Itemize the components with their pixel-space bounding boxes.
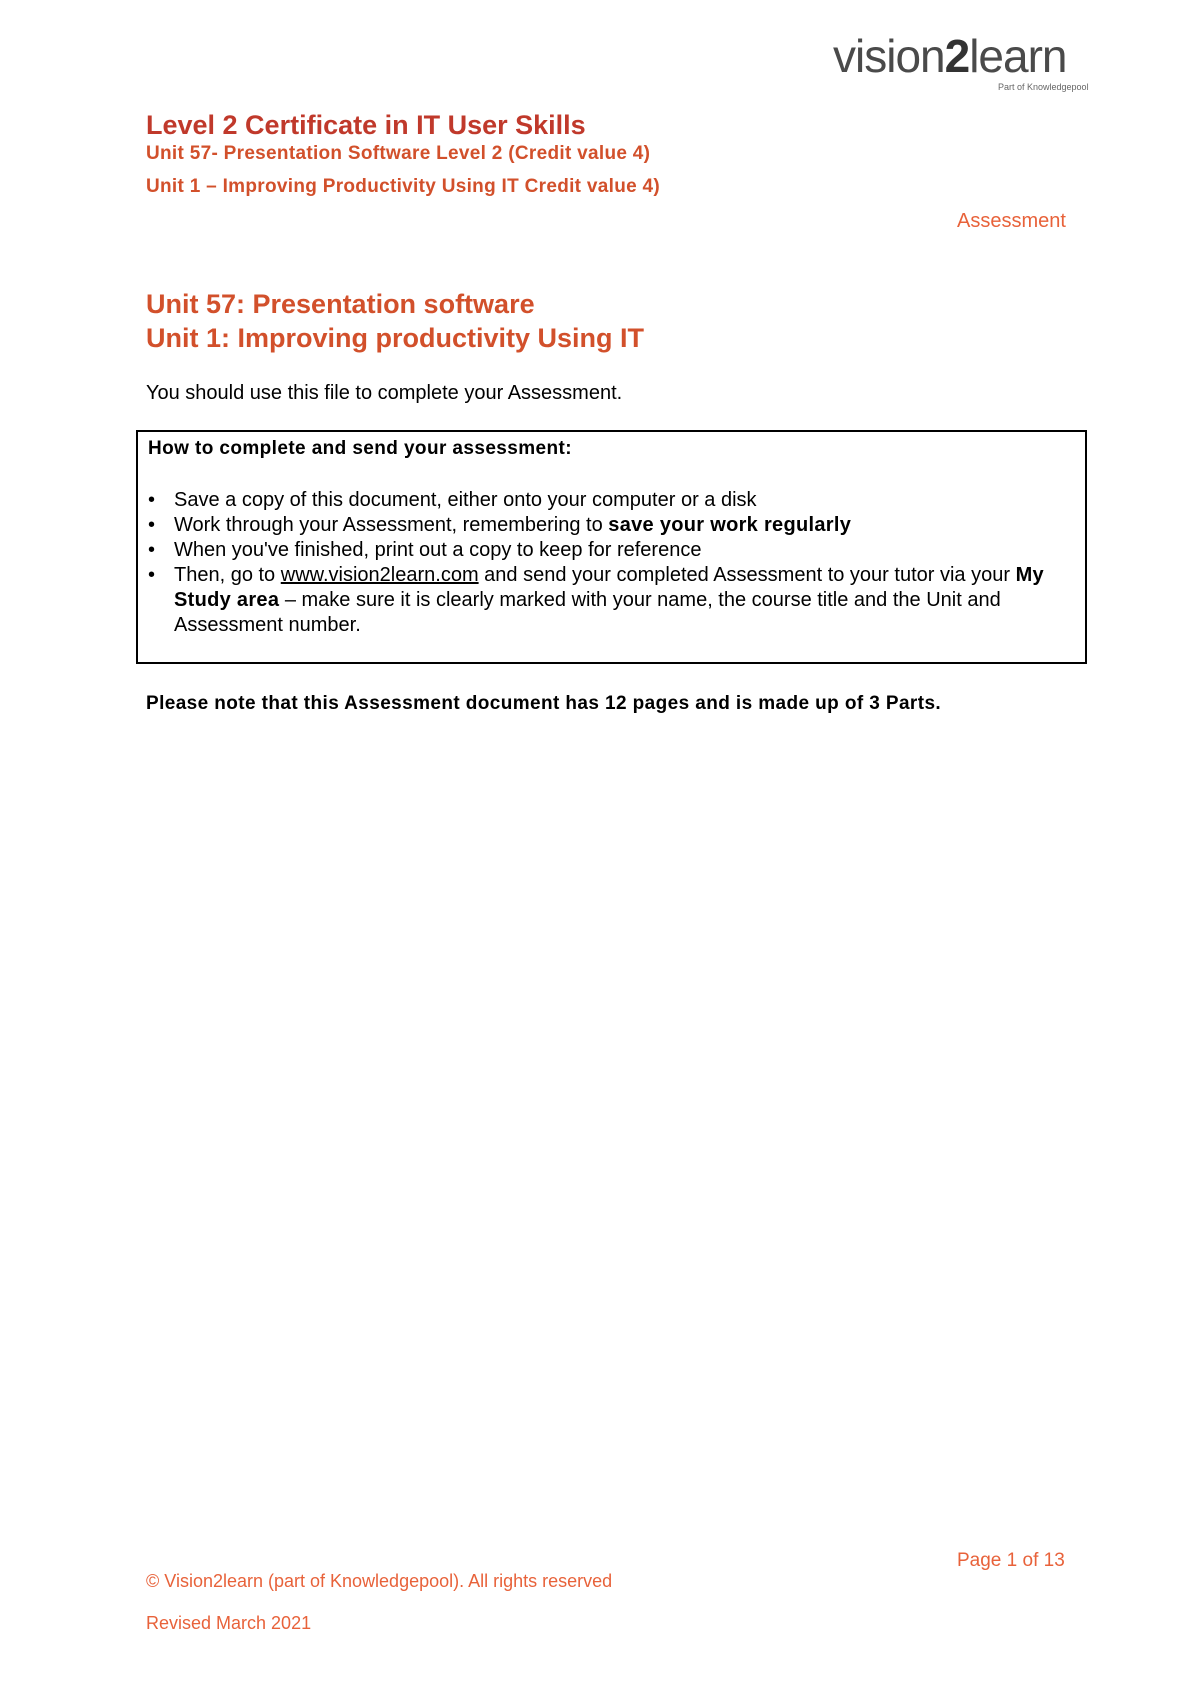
emphasis-my-study-area: My Study area [174, 564, 1044, 611]
page-number: Page 1 of 13 [957, 1550, 1065, 1571]
unit-1-heading: Unit 1: Improving productivity Using IT [146, 323, 645, 353]
unit-57-subtitle: Unit 57- Presentation Software Level 2 (Credit value 4) [146, 143, 651, 164]
list-item: • Then, go to www.vision2learn.com and send your completed Assessment to your tutor via your My Study area – make sure it is clearly marked with your name, the course title and the Unit and Assessment number. [148, 564, 1044, 636]
logo-wordmark: vision2learn [833, 30, 1067, 82]
logo-tagline: Part of Knowledgepool [998, 82, 1089, 92]
vision2learn-logo [833, 30, 1113, 100]
list-item: • Work through your Assessment, remembering to save your work regularly [148, 514, 852, 536]
vision2learn-link[interactable]: www.vision2learn.com [280, 564, 479, 586]
instructions-list [146, 488, 1071, 638]
page-count-note: Please note that this Assessment document has 12 pages and is made up of 3 Parts. [146, 693, 942, 714]
copyright-notice: © Vision2learn (part of Knowledgepool). All rights reserved [146, 1571, 613, 1591]
instructions-title: How to complete and send your assessment: [148, 438, 572, 459]
bullet-icon: • [148, 489, 156, 511]
unit-1-subtitle: Unit 1 – Improving Productivity Using IT Credit value 4) [146, 176, 661, 197]
bullet-icon: • [148, 564, 156, 586]
emphasis-save-work: save your work regularly [608, 514, 852, 536]
assessment-label: Assessment [957, 210, 1066, 232]
intro-text: You should use this file to complete your Assessment. [146, 382, 623, 404]
bullet-icon: • [148, 514, 156, 536]
bullet-icon: • [148, 539, 156, 561]
list-item: • Save a copy of this document, either onto your computer or a disk [148, 489, 757, 511]
instructions-box [136, 430, 1087, 664]
revision-date: Revised March 2021 [146, 1613, 312, 1633]
list-item: • When you've finished, print out a copy to keep for reference [148, 539, 702, 561]
unit-57-heading: Unit 57: Presentation software [146, 289, 535, 319]
document-title: Level 2 Certificate in IT User Skills [146, 110, 586, 140]
